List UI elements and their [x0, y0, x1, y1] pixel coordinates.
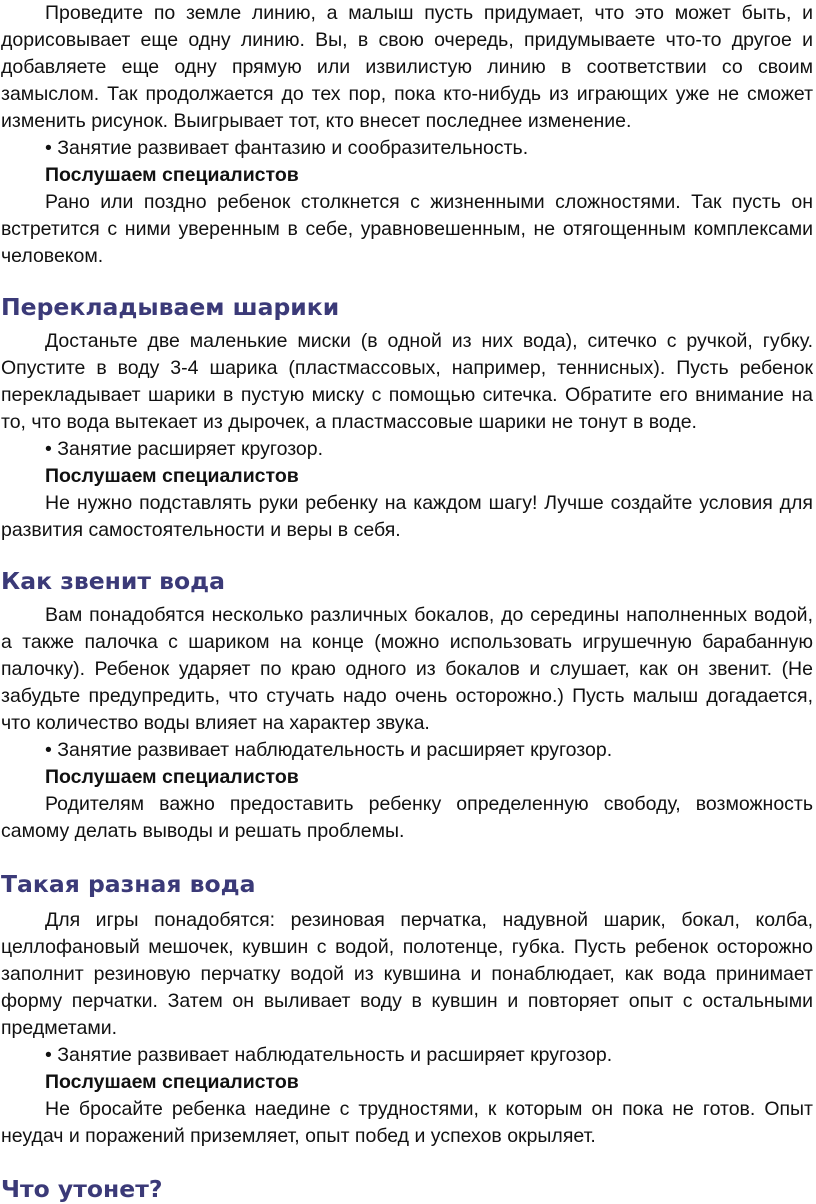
intro-bullet: • Занятие развивает фантазию и сообразительность. [45, 137, 529, 159]
section-bullet-water-sound: • Занятие развивает наблюдательность и расширяет кругозор. [45, 739, 613, 761]
section-what-sinks [1, 1174, 813, 1204]
section-different-water [1, 869, 813, 1150]
section-expert-heading-balls: Послушаем специалистов [45, 465, 299, 487]
section-title-different-water: Такая разная вода [1, 870, 256, 898]
section-title-what-sinks: Что утонет? [1, 1175, 163, 1203]
intro-paragraph: Проведите по земле линию, а малыш пусть придумает, что это может быть, и дорисовывает еще одну линию. Вы, в свою очередь, придумываете что-то другое и добавляете еще одну прямую или извилистую линию в соответствии со своим замыслом. Так продолжается до тех пор, пока кто-нибудь из играющих уже не сможет изменить рисунок. Выигрывает тот, кто внесет последнее изменение. [1, 2, 813, 132]
section-paragraph-different-water: Для игры понадобятся: резиновая перчатка, надувной шарик, бокал, колба, целлофановый мешочек, кувшин с водой, полотенце, губка. Пусть ребенок осторожно заполнит резиновую перчатку водой из кувшина и понаблюдает, как вода принимает форму перчатки. Затем он выливает воду в кувшин и повторяет опыт с остальными предметами. [1, 909, 813, 1039]
section-balls [1, 292, 813, 544]
section-title-water-sound: Как звенит вода [1, 567, 226, 595]
section-bullet-balls: • Занятие расширяет кругозор. [45, 438, 324, 460]
intro-section [1, 0, 813, 270]
section-water-sound [1, 566, 813, 845]
section-expert-heading-water-sound: Послушаем специалистов [45, 766, 299, 788]
section-paragraph-balls: Достаньте две маленькие миски (в одной из них вода), ситечко с ручкой, губку. Опустите в воду 3-4 шарика (пластмассовых, например, теннисных). Пусть ребенок перекладывает шарики в пустую миску с помощью ситечка. Обратите его внимание на то, что вода вытекает из дырочек, а пластмассовые шарики не тонут в воде. [1, 330, 813, 433]
intro-expert-text: Рано или поздно ребенок столкнется с жизненными сложностями. Так пусть он встретится с ними уверенным в себе, уравновешенным, не отягощенным комплексами человеком. [1, 191, 813, 267]
section-expert-heading-different-water: Послушаем специалистов [45, 1071, 299, 1093]
section-expert-text-different-water: Не бросайте ребенка наедине с трудностями, к которым он пока не готов. Опыт неудач и поражений приземляет, опыт побед и успехов окрыляет. [1, 1098, 813, 1147]
intro-expert-heading: Послушаем специалистов [45, 164, 299, 186]
section-paragraph-water-sound: Вам понадобятся несколько различных бокалов, до середины наполненных водой, а также палочка с шариком на конце (можно использовать игрушечную барабанную палочку). Ребенок ударяет по краю одного из бокалов и слушает, как он звенит. (Не забудьте предупредить, что стучать надо очень осторожно.) Пусть малыш догадается, что количество воды влияет на характер звука. [1, 604, 813, 734]
section-expert-text-water-sound: Родителям важно предоставить ребенку определенную свободу, возможность самому делать выводы и решать проблемы. [1, 793, 813, 842]
section-bullet-different-water: • Занятие развивает наблюдательность и расширяет кругозор. [45, 1044, 613, 1066]
section-expert-text-balls: Не нужно подставлять руки ребенку на каждом шагу! Лучше создайте условия для развития самостоятельности и веры в себя. [1, 492, 813, 541]
section-title-balls: Перекладываем шарики [1, 293, 340, 321]
